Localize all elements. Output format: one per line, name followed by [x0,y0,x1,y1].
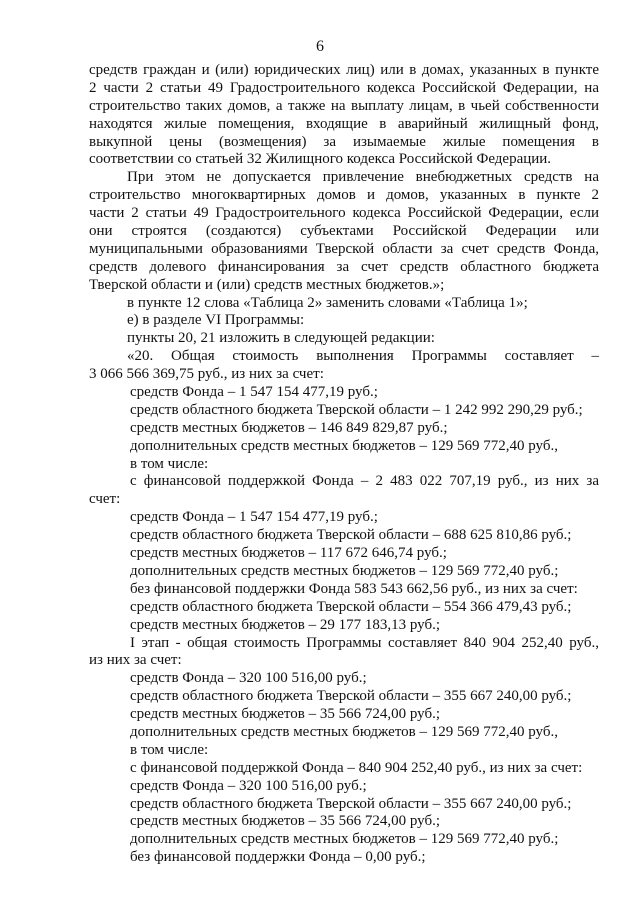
text-line: Тверской области и (или) средств местных бюджетов.»; [89,276,445,293]
text-line: с финансовой поддержкой Фонда – 840 904 252,40 руб., из них за счет: [130,759,583,776]
text-line: дополнительных средств местных бюджетов – 129 569 772,40 руб.; [130,831,559,848]
text-line: 3 066 566 369,75 руб., из них за счет: [89,366,324,383]
text-line: из них за счет: [89,652,182,669]
text-line: муниципальными образованиями Тверской области за счет средств Фонда, [89,240,599,257]
text-line: средств местных бюджетов – 35 566 724,00 руб.; [130,706,441,723]
text-line: в том числе: [130,741,209,758]
text-line: средств Фонда – 1 547 154 477,19 руб.; [130,384,378,401]
text-line: строительство таких домов, а также на выплату лицам, в чьей собственности [89,97,599,114]
text-line: выкупной цены (возмещения) за изымаемые жилые помещения в [89,133,599,150]
text-line: в том числе: [130,455,209,472]
text-line: находятся жилые помещения, входящие в аварийный жилищный фонд, [89,115,599,132]
text-line: средств местных бюджетов – 29 177 183,13 руб.; [130,616,441,633]
text-line: I этап - общая стоимость Программы составляет 840 904 252,40 руб., [130,634,599,651]
text-line: дополнительных средств местных бюджетов – 129 569 772,40 руб., [130,437,558,454]
text-line: счет: [89,491,121,508]
text-line: строительство многоквартирных домов и домов, указанных в пункте 2 [89,187,599,204]
text-line: без финансовой поддержки Фонда 583 543 662,56 руб., из них за счет: [130,580,578,597]
text-line: соответствии со статьей 32 Жилищного кодекса Российской Федерации. [89,151,552,168]
text-line: средств местных бюджетов – 117 672 646,74 руб.; [130,545,447,562]
text-line: средств граждан и (или) юридических лиц) или в домах, указанных в пункте [89,62,599,78]
text-line: 2 части 2 статьи 49 Градостроительного кодекса Российской Федерации, на [89,79,599,96]
text-line: При этом не допускается привлечение внебюджетных средств на [127,169,599,186]
text-line: пункты 20, 21 изложить в следующей редакции: [127,330,435,347]
text-line: е) в разделе VI Программы: [127,312,305,329]
text-line: с финансовой поддержкой Фонда – 2 483 022 707,19 руб., из них за [130,473,599,490]
text-line: средств областного бюджета Тверской области – 554 366 479,43 руб.; [130,598,572,615]
page-number: 6 [316,38,324,55]
text-line: без финансовой поддержки Фонда – 0,00 руб.; [130,849,426,866]
text-line: «20. Общая стоимость выполнения Программы составляет – [127,348,599,365]
text-line: в пункте 12 слова «Таблица 2» заменить словами «Таблица 1»; [127,294,528,311]
text-line: средств Фонда – 320 100 516,00 руб.; [130,670,367,687]
text-line: средств областного бюджета Тверской области – 355 667 240,00 руб.; [130,688,572,705]
text-line: средств Фонда – 1 547 154 477,19 руб.; [130,509,378,526]
text-line: средств областного бюджета Тверской области – 355 667 240,00 руб.; [130,795,572,812]
text-line: они строятся (создаются) субъектами Российской Федерации или [89,223,599,240]
text-line: средств долевого финансирования за счет средств областного бюджета [89,258,599,275]
text-line: дополнительных средств местных бюджетов – 129 569 772,40 руб.; [130,562,559,579]
text-line: дополнительных средств местных бюджетов – 129 569 772,40 руб., [130,723,558,740]
text-line: средств местных бюджетов – 146 849 829,87 руб.; [130,419,448,436]
text-line: средств местных бюджетов – 35 566 724,00 руб.; [130,813,441,830]
text-line: средств областного бюджета Тверской области – 688 625 810,86 руб.; [130,527,572,544]
text-line: части 2 статьи 49 Градостроительного кодекса Российской Федерации, если [89,205,599,222]
text-line: средств областного бюджета Тверской области – 1 242 992 290,29 руб.; [130,401,583,418]
text-line: средств Фонда – 320 100 516,00 руб.; [130,777,367,794]
document-body [89,62,599,867]
